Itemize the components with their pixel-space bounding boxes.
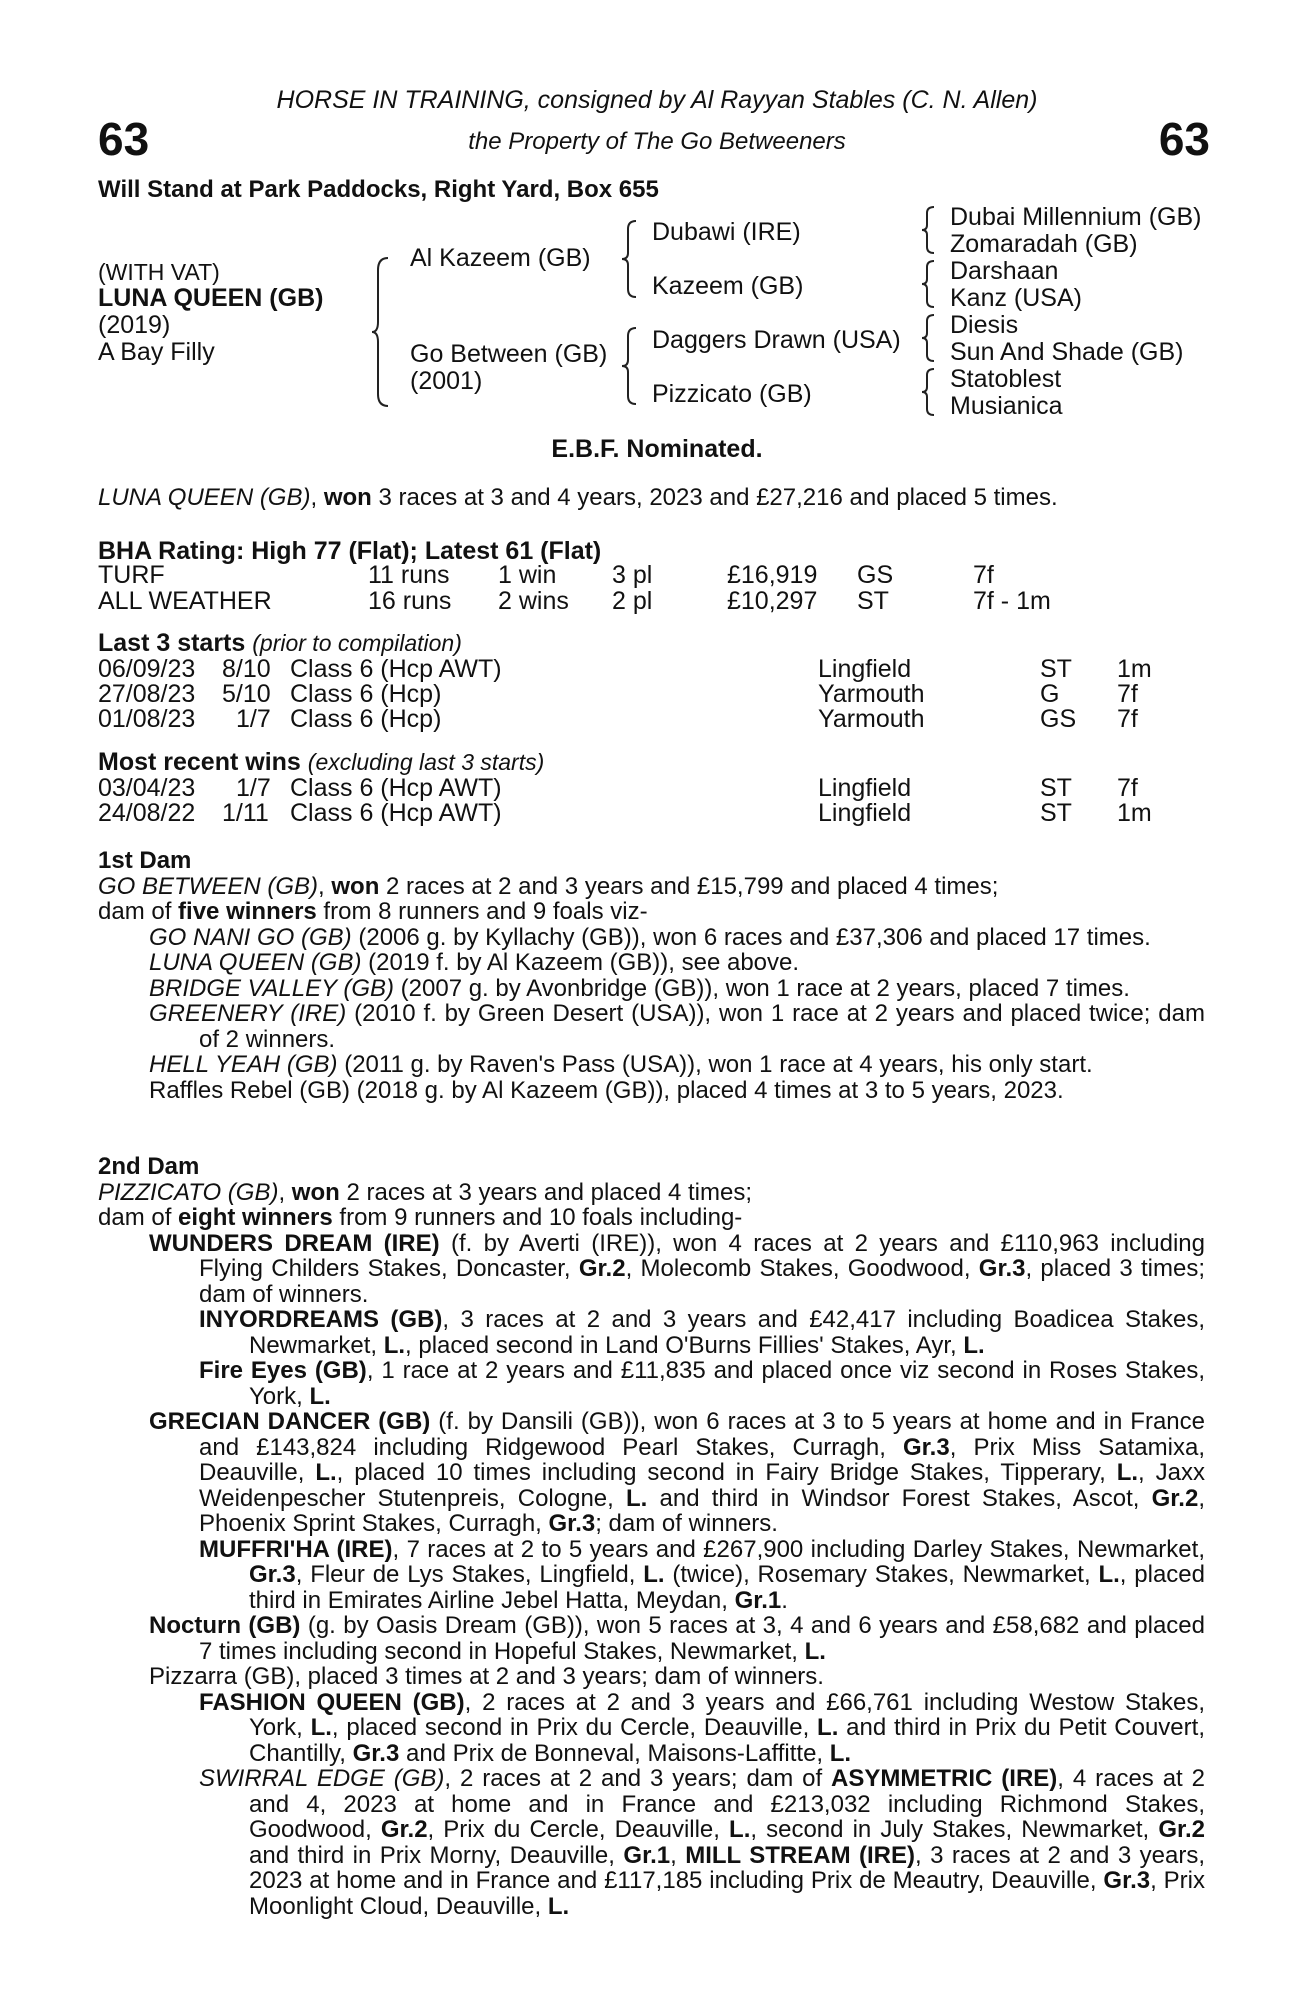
run-race: Class 6 (Hcp) (290, 705, 442, 733)
run-race: Class 6 (Hcp AWT) (290, 655, 502, 683)
run-going: G (1040, 680, 1060, 708)
win-date: 24/08/22 (98, 799, 196, 827)
second-dam-record: PIZZICATO (GB), won 2 races at 3 years and placed 4 times; (98, 1178, 753, 1206)
run-distance: 7f (1117, 680, 1138, 708)
lot-number-right: 63 (1158, 113, 1210, 165)
consignor-line: HORSE IN TRAINING, consigned by Al Rayyan Stables (C. N. Allen) (276, 86, 1038, 114)
first-dam-title: 1st Dam (98, 847, 192, 874)
rating-wins: 1 win (498, 561, 557, 589)
win-position: 1/11 (222, 799, 269, 827)
rating-title: BHA Rating: High 77 (Flat); Latest 61 (Flat) (98, 537, 602, 565)
recent-heading (98, 750, 544, 775)
horse-name: LUNA QUEEN (GB) (98, 284, 324, 312)
run-distance: 7f (1117, 705, 1138, 733)
summary-horse-name: LUNA QUEEN (GB) (98, 484, 311, 511)
rating-wins: 2 wins (498, 587, 569, 615)
second-dam-title: 2nd Dam (98, 1153, 200, 1180)
sire: Al Kazeem (GB) (410, 244, 591, 272)
rating-dist: 7f - 1m (973, 587, 1051, 615)
brace-dam (622, 326, 638, 406)
foal-entry: HELL YEAH (GB) (2011 g. by Raven's Pass (USA)), won 1 race at 4 years, his only start. (149, 1051, 1093, 1078)
run-position: 8/10 (222, 655, 271, 683)
rating-dist: 7f (973, 561, 994, 589)
brace-sire (622, 219, 638, 299)
dam-dam: Pizzicato (GB) (652, 380, 812, 408)
sire-dam: Kazeem (GB) (652, 272, 804, 300)
produce-entry-pizzarra: Pizzarra (GB), placed 3 times at 2 and 3 years; dam of winners. (149, 1663, 824, 1690)
dam-sire-dam: Sun And Shade (GB) (950, 338, 1184, 366)
horse-description: A Bay Filly (98, 338, 215, 366)
last3-note: (prior to compilation) (252, 630, 462, 656)
summary-line: LUNA QUEEN (GB), won 3 races at 3 and 4 years, 2023 and £27,216 and placed 5 times. (98, 484, 1058, 511)
produce-entry-grecian-dancer: GRECIAN DANCER (GB) (f. by Dansili (GB)), won 6 races at 3 to 5 years at home and in France and £143,824 including Ridgewood Pearl Stakes, Curragh, Gr.3, Prix Miss Satamixa, Deauville, L., placed 10 times including second in Fairy Bridge Stakes, Tipperary, L., Jaxx Weidenpescher Stutenpreis, Cologne, L. and third in Windsor Forest Stakes, Ascot, Gr.2, Phoenix Sprint Stakes, Curragh, Gr.3; dam of winners. (149, 1408, 1205, 1537)
first-dam-produce: dam of five winners from 8 runners and 9 foals viz- (98, 898, 648, 925)
foal-entry: GREENERY (IRE) (2010 f. by Green Desert (USA)), won 1 race at 2 years and placed twice; dam of 2 winners. (149, 1000, 1205, 1053)
win-race: Class 6 (Hcp AWT) (290, 799, 502, 827)
run-going: ST (1040, 655, 1072, 683)
rating-going: GS (857, 561, 894, 589)
produce-entry-muffriha: MUFFRI'HA (IRE), 7 races at 2 to 5 years and £267,900 including Darley Stakes, Newmarket, Gr.3, Fleur de Lys Stakes, Lingfield, L. (twice), Rosemary Stakes, Newmarket, L., placed third in Emirates Airline Jebel Hatta, Meydan, Gr.1. (199, 1535, 1205, 1614)
win-race: Class 6 (Hcp AWT) (290, 774, 502, 802)
dam-dam-dam: Musianica (950, 392, 1063, 420)
brace-dd (922, 367, 936, 417)
sire-sire-dam: Zomaradah (GB) (950, 230, 1138, 258)
brace-ds (922, 313, 936, 363)
sire-dam-sire: Darshaan (950, 257, 1059, 285)
second-dam-section (98, 1154, 1205, 1919)
produce-entry-fashion-queen: FASHION QUEEN (GB), 2 races at 2 and 3 years and £66,761 including Westow Stakes, York, L., placed second in Prix du Cercle, Deauville, L. and third in Prix du Petit Couvert, Chantilly, Gr.3 and Prix de Bonneval, Maisons-Laffitte, L. (199, 1688, 1205, 1767)
produce-entry-wunders-dream: WUNDERS DREAM (IRE) (f. by Averti (IRE)), won 4 races at 2 years and £110,963 including Flying Childers Stakes, Doncaster, Gr.2, Molecomb Stakes, Goodwood, Gr.3, placed 3 times; dam of winners. (149, 1229, 1206, 1308)
rating-surface: TURF (98, 561, 165, 589)
dam: Go Between (GB) (410, 340, 608, 368)
dam-dam-sire: Statoblest (950, 365, 1062, 393)
dam-year: (2001) (410, 367, 483, 395)
win-course: Lingfield (818, 799, 912, 827)
recent-title: Most recent wins (98, 748, 301, 776)
dam-sire: Daggers Drawn (USA) (652, 326, 901, 354)
brace-ss (922, 205, 936, 255)
foal-entry: BRIDGE VALLEY (GB) (2007 g. by Avonbridge (GB)), won 1 race at 2 years, placed 7 times. (149, 974, 1130, 1002)
recent-note: (excluding last 3 starts) (307, 749, 545, 775)
last3-title: Last 3 starts (98, 629, 246, 657)
win-date: 03/04/23 (98, 774, 196, 802)
sire-dam-dam: Kanz (USA) (950, 284, 1082, 312)
run-date: 27/08/23 (98, 680, 196, 708)
brace-main (372, 256, 392, 408)
rating-money: £10,297 (727, 587, 818, 615)
run-course: Yarmouth (818, 705, 925, 733)
second-dam-produce: dam of eight winners from 9 runners and 10 foals including- (98, 1204, 743, 1231)
horse-year: (2019) (98, 311, 171, 339)
sire-sire: Dubawi (IRE) (652, 218, 801, 246)
vat-note: (WITH VAT) (98, 259, 220, 285)
run-race: Class 6 (Hcp) (290, 680, 442, 708)
produce-entry-nocturn: Nocturn (GB) (g. by Oasis Dream (GB)), won 5 races at 3, 4 and 6 years and £58,682 and placed 7 times including second in Hopeful Stakes, Newmarket, L. (149, 1612, 1206, 1665)
win-distance: 7f (1117, 774, 1138, 802)
win-course: Lingfield (818, 774, 912, 802)
run-course: Lingfield (818, 655, 912, 683)
rating-pl: 3 pl (612, 561, 653, 589)
summary-won: won (323, 484, 372, 511)
win-distance: 1m (1117, 799, 1152, 827)
foal-entry: GO NANI GO (GB) (2006 g. by Kyllachy (GB)), won 6 races and £37,306 and placed 17 times. (149, 923, 1151, 951)
win-going: ST (1040, 774, 1072, 802)
rating-money: £16,919 (727, 561, 818, 589)
run-date: 06/09/23 (98, 655, 196, 683)
rating-surface: ALL WEATHER (98, 587, 272, 615)
lot-number-left: 63 (98, 113, 150, 165)
location-line: Will Stand at Park Paddocks, Right Yard, Box 655 (98, 176, 659, 203)
run-position: 1/7 (236, 705, 271, 733)
foal-entry: LUNA QUEEN (GB) (2019 f. by Al Kazeem (GB)), see above. (149, 949, 800, 976)
win-going: ST (1040, 799, 1072, 827)
sire-sire-sire: Dubai Millennium (GB) (950, 203, 1202, 231)
run-going: GS (1040, 705, 1077, 733)
run-position: 5/10 (222, 680, 271, 708)
foal-entry: Raffles Rebel (GB) (2018 g. by Al Kazeem (GB)), placed 4 times at 3 to 5 years, 2023. (149, 1076, 1064, 1104)
rating-pl: 2 pl (612, 587, 653, 615)
first-dam-section (98, 848, 1205, 1103)
dam-sire-sire: Diesis (950, 311, 1019, 339)
produce-entry-inyordreams: INYORDREAMS (GB), 3 races at 2 and 3 years and £42,417 including Boadicea Stakes, Newmarket, L., placed second in Land O'Burns Fillies' Stakes, Ayr, L. (199, 1306, 1205, 1359)
rating-going: ST (857, 587, 889, 615)
property-line: the Property of The Go Betweeners (468, 128, 846, 155)
summary-rest: 3 races at 3 and 4 years, 2023 and £27,216 and placed 5 times. (371, 484, 1058, 511)
run-course: Yarmouth (818, 680, 925, 708)
run-date: 01/08/23 (98, 705, 196, 733)
win-position: 1/7 (236, 774, 271, 802)
ebf-note: E.B.F. Nominated. (551, 435, 763, 463)
rating-runs: 16 runs (368, 587, 452, 615)
run-distance: 1m (1117, 655, 1152, 683)
brace-sd (922, 259, 936, 309)
last3-heading (98, 631, 462, 656)
produce-entry-swirral-edge: SWIRRAL EDGE (GB), 2 races at 2 and 3 years; dam of ASYMMETRIC (IRE), 4 races at 2 and 4, 2023 at home and in France and £213,032 including Richmond Stakes, Goodwood, Gr.2, Prix du Cercle, Deauville, L., second in July Stakes, Newmarket, Gr.2 and third in Prix Morny, Deauville, Gr.1, MILL STREAM (IRE), 3 races at 2 and 3 years, 2023 at home and in France and £117,185 including Prix de Meautry, Deauville, Gr.3, Prix Moonlight Cloud, Deauville, L. (199, 1765, 1206, 1920)
first-dam-record: GO BETWEEN (GB), won 2 races at 2 and 3 years and £15,799 and placed 4 times; (98, 872, 999, 900)
produce-entry-fire-eyes: Fire Eyes (GB), 1 race at 2 years and £11,835 and placed once viz second in Roses Stakes, York, L. (199, 1357, 1205, 1410)
rating-runs: 11 runs (368, 561, 450, 589)
